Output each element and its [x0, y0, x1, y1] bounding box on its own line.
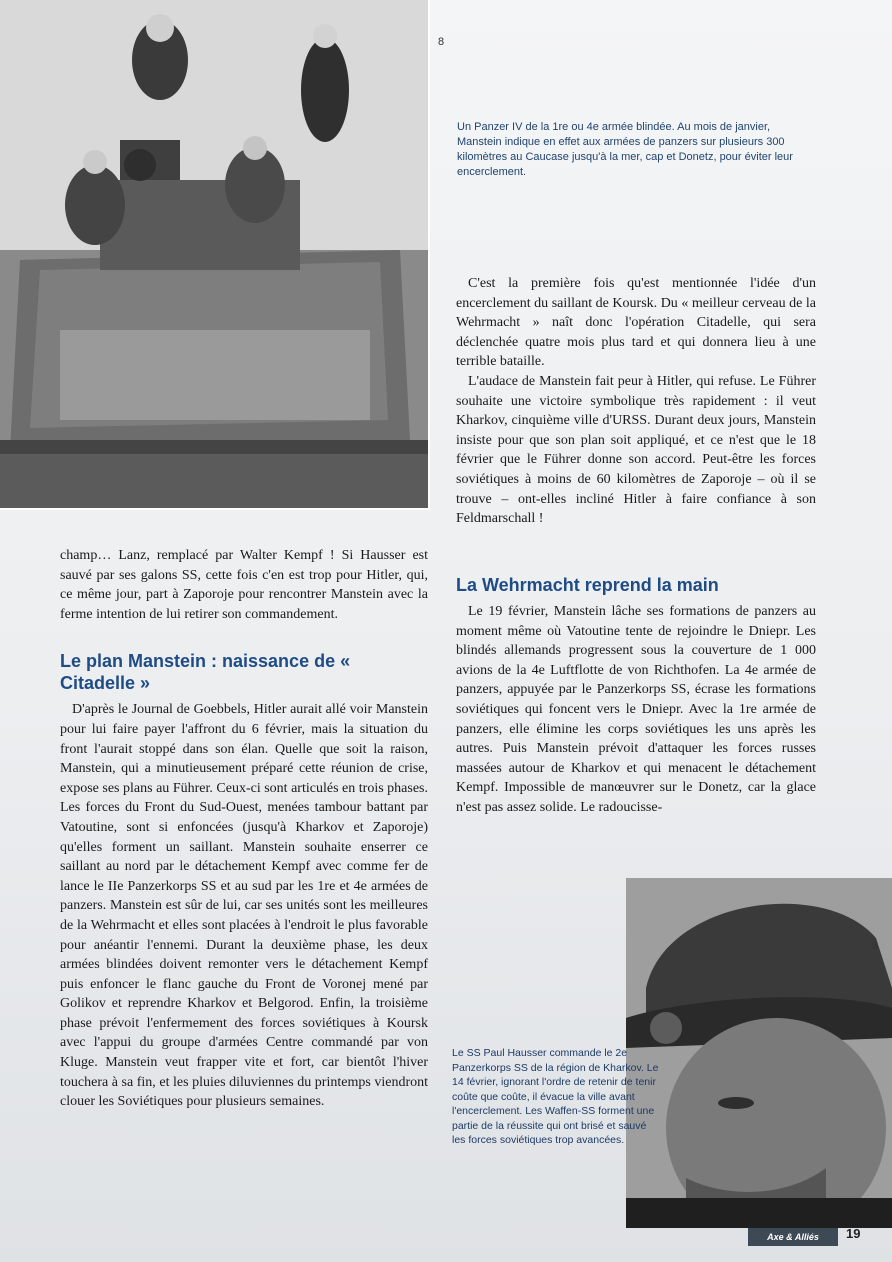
tank-photo-caption: Un Panzer IV de la 1re ou 4e armée blindée. Au mois de janvier, Manstein indique en effet aux armées de panzers sur plusieurs 300 kilomètres au Caucase jusqu'à la mer, cap et Donetz, pour éviter leur encerclement. [457, 121, 793, 178]
paragraph: L'audace de Manstein fait peur à Hitler, qui refuse. Le Führer souhaite une victoire symbolique très rapidement : il veut Kharkov, cinquième ville d'URSS. Durant deux jours, Manstein insiste pour que son plan soit appliqué, et ce n'est que le 18 février que le Führer donne son accord. Peut-être les forces soviétiques à moins de 60 kilomètres de Zaporoje – où il se trouve – ont-elles incliné Hitler à faire confiance à son Feldmarschall ! [456, 373, 816, 527]
right-column-upper [456, 274, 816, 529]
paragraph: D'après le Journal de Goebbels, Hitler aurait allé voir Manstein pour lui faire payer l'affront du 6 février, mais la situation du front l'aurait stoppé dans son élan. Quelle que soit la raison, Manstein, qui a minutieusement préparé cette réunion de crise, expose ses plans au Führer. Ceux-ci sont articulés en trois phases. Les forces du Front du Sud-Ouest, menées tambour battant par Vatoutine, sont si enfoncées (jusqu'à Kharkov et Zaporoje) qu'elles forment un saillant. Manstein souhaite enserrer ce saillant au nord par le détachement Kempf avec comme fer de lance le IIe Panzerkorps SS et au sud par les 1re et 4e armées de panzers. Manstein est sûr de lui, car ses unités sont les meilleures de la Wehrmacht et elles sont placées à l'endroit le plus favorable pour anéantir l'ennemi. Durant la deuxième phase, les deux armées blindées doivent remonter vers le détachement Kempf puis enfoncer le flanc gauche du Front de Voronej mené par Golikov et reprendre Kharkov et Belgorod. Enfin, la troisième phase prévoit l'enfermement des forces soviétiques à Koursk avec l'appui du groupe d'armées Centre commandé par von Kluge. Manstein veut frapper vite et fort, car bientôt l'hiver touchera à sa fin, et les pluies diluviennes du printemps viendront clouer les Soviétiques pour plusieurs semaines. [60, 702, 428, 1110]
magazine-badge: Axe & Alliés [748, 1228, 838, 1246]
portrait-photo-caption: Le SS Paul Hausser commande le 2e Panzerkorps SS de la région de Kharkov. Le 14 février, ignorant l'ordre de retenir de tenir coûte que coûte, il évacue la ville avant l'encerclement. Les Waffen-SS forment une partie de la réussite qui ont brisé et sauvé les forces soviétiques trop avancées. [452, 1047, 659, 1146]
left-column [60, 546, 428, 1112]
paragraph: champ… Lanz, remplacé par Walter Kempf ! Si Hausser est sauvé par ses galons SS, cette fois c'en est trop pour Hitler, qui, ce même jour, part à Zaporoje pour rencontrer Manstein avec la ferme intention de lui retirer son commandement. [60, 548, 428, 622]
right-column-lower [456, 574, 816, 818]
page-number: 19 [846, 1226, 861, 1241]
paragraph: Le 19 février, Manstein lâche ses formations de panzers au moment même où Vatoutine tente de rejoindre le Dniepr. Les blindés allemands progressent sous la couverture de 1 000 avions de la 4e Luftflotte de von Richthofen. La 4e armée de panzers, appuyée par le Panzerkorps SS, écrase les formations soviétiques qui foncent vers le Dniepr. Avec la 1re armée de panzers, elle élimine les corps soviétiques les uns après les autres. Puis Manstein prévoit d'attaquer les forces russes massées autour de Kharkov et qui menacent le détachement Kempf. Impossible de manœuvrer sur le Donetz, car la glace n'est pas assez solide. Le radoucisse- [456, 604, 816, 815]
paragraph: C'est la première fois qu'est mentionnée l'idée d'un encerclement du saillant de Koursk. Du « meilleur cerveau de la Wehrmacht » naît donc l'opération Citadelle, qui sera déclenchée quatre mois plus tard et qui donnera lieu à une terrible bataille. [456, 276, 816, 370]
portrait-photo [626, 878, 892, 1228]
portrait-photo-ref: 9 [872, 940, 879, 952]
tank-photo-ref: 8 [438, 36, 445, 48]
portrait-photo-illustration [626, 878, 892, 1228]
section-heading-plan-manstein: Le plan Manstein : naissance de « Citadelle » [60, 651, 351, 694]
section-heading-wehrmacht: La Wehrmacht reprend la main [456, 575, 719, 595]
tank-photo-illustration [0, 0, 428, 508]
tank-photo [0, 0, 430, 510]
